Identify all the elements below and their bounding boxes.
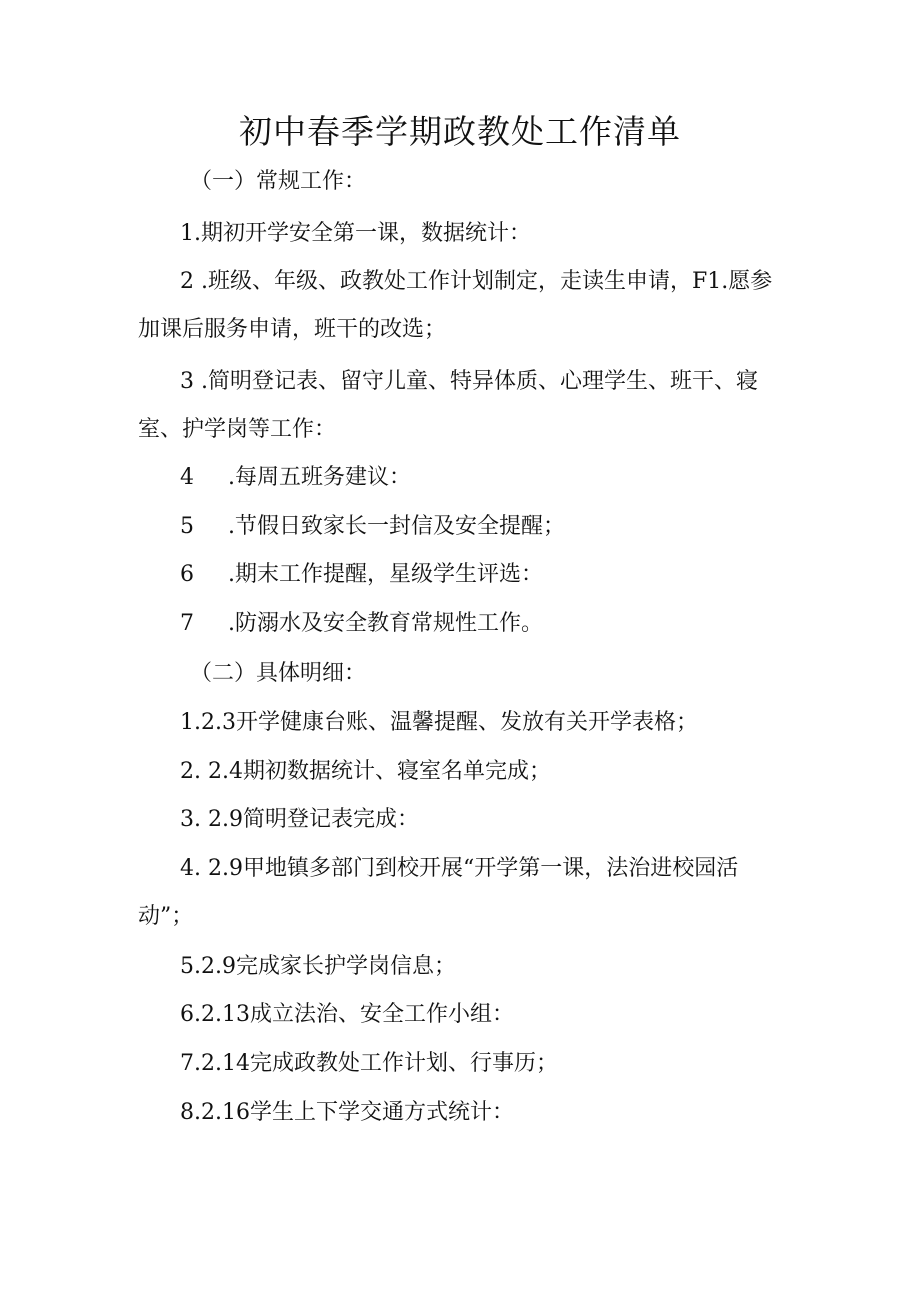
list-item bbox=[180, 454, 411, 502]
list-item: 2. 2.4期初数据统计、寝室名单完成； bbox=[180, 759, 551, 784]
list-item: 1.期初开学安全第一课，数据统计： bbox=[180, 221, 531, 246]
section-heading-details: （二）具体明细： bbox=[190, 661, 367, 686]
list-item-continuation: 动”； bbox=[138, 904, 194, 929]
list-item: 3 .简明登记表、留守儿童、特异体质、心理学生、班干、寝 bbox=[180, 369, 758, 394]
list-item-number: 6 bbox=[180, 562, 194, 587]
list-item-text: .期末工作提醒，星级学生评选： bbox=[228, 562, 543, 587]
list-item: 5.2.9完成家长护学岗信息； bbox=[180, 954, 456, 979]
list-item-text: .每周五班务建议： bbox=[228, 465, 411, 490]
list-item-text: .节假日致家长一封信及安全提醒； bbox=[228, 514, 565, 539]
section-heading-routine: （一）常规工作： bbox=[190, 169, 367, 194]
list-item-text: .防溺水及安全教育常规性工作。 bbox=[228, 611, 543, 636]
list-item: 6.2.13成立法治、安全工作小组： bbox=[180, 1002, 514, 1027]
list-item-number: 4 bbox=[180, 465, 194, 490]
list-item bbox=[180, 551, 543, 599]
list-item-number: 5 bbox=[180, 514, 194, 539]
list-item: 4. 2.9甲地镇多部门到校开展“开学第一课，法治进校园活 bbox=[180, 856, 739, 881]
list-item-continuation: 加课后服务申请，班干的改选； bbox=[138, 317, 447, 342]
list-item bbox=[180, 503, 565, 551]
list-item-number: 7 bbox=[180, 611, 194, 636]
list-item-continuation: 室、护学岗等工作： bbox=[138, 417, 337, 442]
list-item: 7.2.14完成政教处工作计划、行事历； bbox=[180, 1051, 558, 1076]
list-item: 8.2.16学生上下学交通方式统计： bbox=[180, 1100, 514, 1125]
list-item: 2 .班级、年级、政教处工作计划制定，走读生申请，F1.愿参 bbox=[180, 269, 773, 294]
list-item: 1.2.3开学健康台账、温馨提醒、发放有关开学表格； bbox=[180, 710, 698, 735]
list-item bbox=[180, 600, 543, 648]
list-item: 3. 2.9简明登记表完成： bbox=[180, 807, 419, 832]
document-title: 初中春季学期政教处工作清单 bbox=[239, 112, 681, 151]
